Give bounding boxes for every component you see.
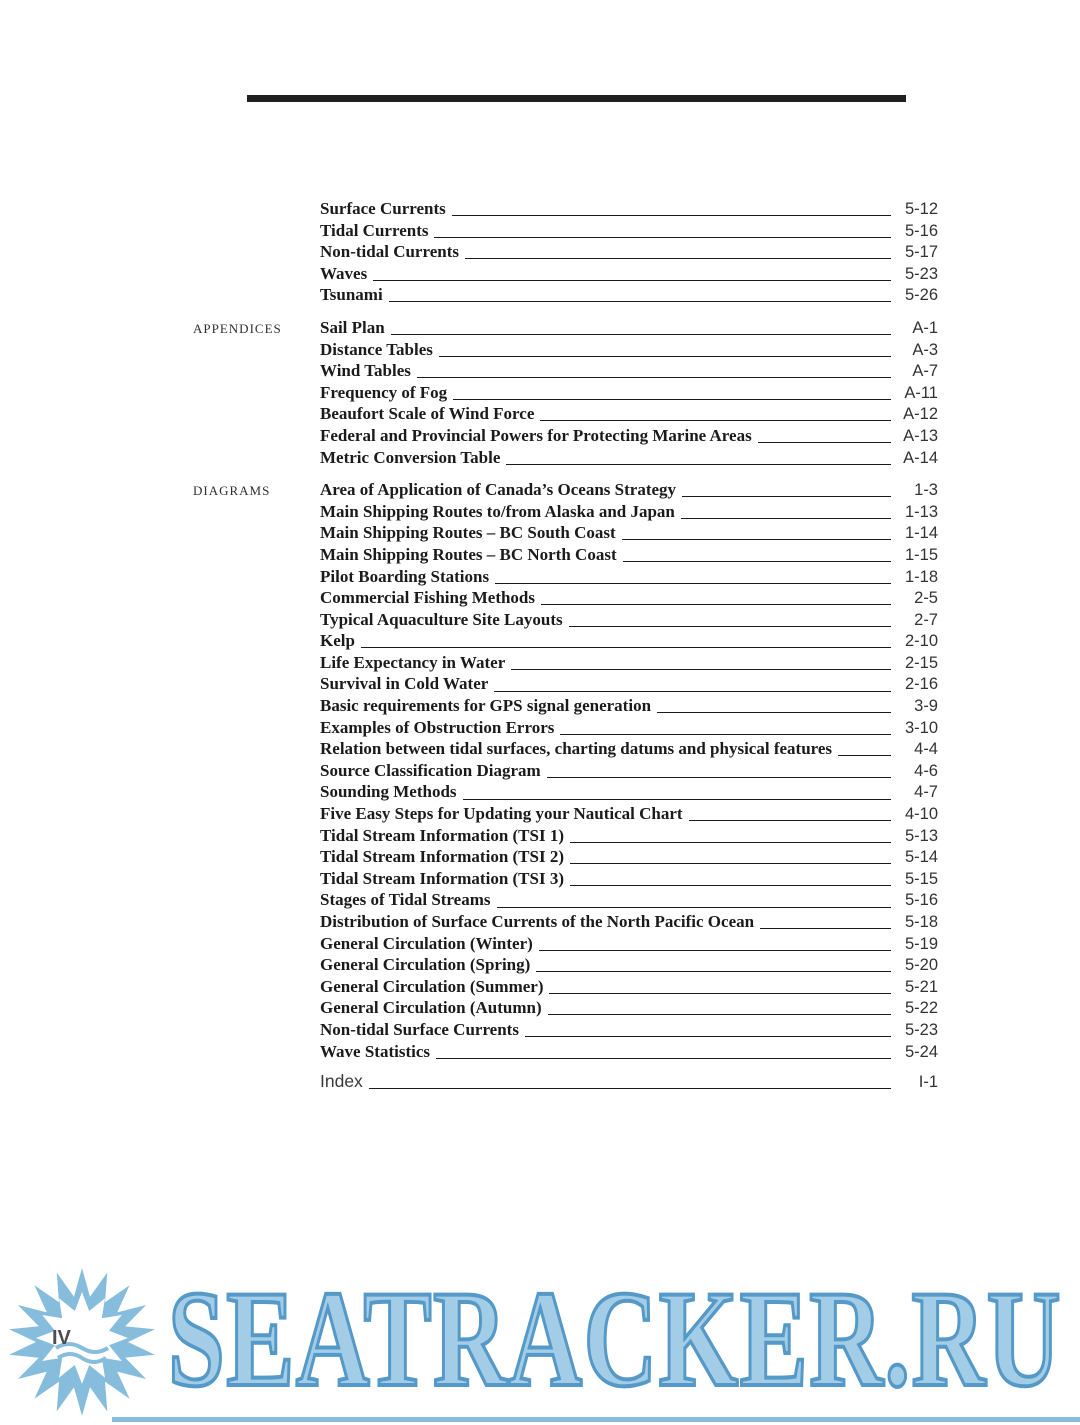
- toc-entry: [320, 566, 938, 588]
- toc-entry-title: Beaufort Scale of Wind Force: [320, 404, 535, 424]
- toc-entry-page: 5-12: [904, 200, 938, 218]
- leader-line: [540, 420, 891, 421]
- toc-entry-title: Five Easy Steps for Updating your Nautical Chart: [320, 804, 683, 824]
- toc-entry: [320, 382, 938, 404]
- leader-line: [681, 518, 891, 519]
- toc-entry-page: 5-20: [904, 956, 938, 975]
- toc-entry: [320, 997, 938, 1019]
- toc-group-label: DIAGRAMS: [193, 483, 271, 499]
- toc-entry-page: 5-21: [904, 977, 938, 996]
- toc-entry-page: 5-23: [904, 264, 938, 283]
- toc-entry: [320, 976, 938, 998]
- leader-line: [511, 669, 891, 670]
- toc-entry-page: 5-17: [904, 243, 938, 262]
- leader-line: [391, 334, 891, 335]
- toc-entry-title: Tidal Stream Information (TSI 3): [320, 868, 565, 888]
- toc-entry-page: 5-16: [904, 221, 938, 240]
- toc-entry-page: 5-19: [904, 934, 938, 953]
- leader-line: [536, 971, 891, 972]
- toc-entry-page: 3-10: [904, 718, 938, 737]
- toc-group: [193, 479, 938, 1062]
- leader-line: [494, 691, 891, 692]
- toc-entry-title: Main Shipping Routes – BC South Coast: [320, 523, 616, 543]
- toc-entry-page: 5-16: [904, 891, 938, 910]
- toc-entry: [320, 220, 938, 242]
- toc-entry: [320, 1019, 938, 1041]
- toc-entry-title: Frequency of Fog: [320, 382, 448, 402]
- leader-line: [657, 712, 891, 713]
- leader-line: [525, 1036, 891, 1037]
- toc-entry-title: Examples of Obstruction Errors: [320, 717, 555, 737]
- toc-entry: [320, 911, 938, 933]
- toc-entry-page: 5-26: [904, 286, 938, 305]
- toc-entry: [320, 954, 938, 976]
- leader-line: [570, 842, 891, 843]
- toc-entry-title: Tidal Stream Information (TSI 1): [320, 825, 565, 845]
- toc-entry-page: 2-15: [904, 653, 938, 672]
- toc-entry-title: Non-tidal Currents: [320, 242, 459, 262]
- toc-entry-title: Kelp: [320, 631, 355, 651]
- toc-entry: [320, 673, 938, 695]
- leader-line: [373, 280, 891, 281]
- leader-line: [539, 950, 891, 951]
- leader-line: [436, 1058, 891, 1059]
- toc-entry-page: 4-10: [904, 805, 938, 824]
- toc-entry: [320, 760, 938, 782]
- toc-entry: [320, 544, 938, 566]
- toc-entry-page: 5-13: [904, 826, 938, 845]
- leader-line: [369, 1088, 891, 1089]
- toc-entry: [320, 403, 938, 425]
- toc-entry-page: 1-15: [904, 545, 938, 564]
- toc-entry-title: Pilot Boarding Stations: [320, 566, 490, 586]
- toc-entry: [320, 630, 938, 652]
- bottom-rule: [112, 1417, 1080, 1422]
- leader-line: [389, 301, 891, 302]
- toc-entry: [320, 587, 938, 609]
- toc-entry-title: Sail Plan: [320, 317, 385, 337]
- toc-entry-page: 5-18: [904, 913, 938, 931]
- toc-entry-title: Life Expectancy in Water: [320, 652, 506, 672]
- leader-line: [548, 1014, 891, 1015]
- toc-entry-title: Surface Currents: [320, 199, 446, 218]
- toc-entry: [320, 447, 938, 469]
- toc-entry: [320, 889, 938, 911]
- toc-entry-page: 4-4: [914, 740, 938, 759]
- toc-entry-page: 4-6: [914, 761, 938, 780]
- toc-entry-title: Source Classification Diagram: [320, 760, 541, 780]
- leader-line: [623, 561, 891, 562]
- leader-line: [570, 863, 891, 864]
- leader-line: [463, 799, 891, 800]
- toc-entry-title: Wave Statistics: [320, 1041, 431, 1061]
- toc-entry: [320, 717, 938, 739]
- toc-entry-page: A-11: [904, 383, 938, 402]
- toc-entry-list: [320, 317, 938, 468]
- toc-group-label: [193, 1071, 320, 1093]
- toc-entry: [320, 825, 938, 847]
- leader-line: [361, 647, 891, 648]
- toc-entry-title: Relation between tidal surfaces, charting datums and physical features: [320, 739, 833, 759]
- leader-line: [838, 755, 891, 756]
- toc-entry-title: Commercial Fishing Methods: [320, 588, 536, 608]
- toc-entry: [320, 479, 938, 501]
- toc-entry: [320, 241, 938, 263]
- toc-entry-title: Survival in Cold Water: [320, 674, 489, 694]
- toc-entry: [320, 738, 938, 760]
- toc-entry-list: [320, 1071, 938, 1093]
- toc-entry-title: General Circulation (Winter): [320, 933, 533, 953]
- toc-entry-page: 4-7: [914, 783, 938, 802]
- toc-entry-page: 3-9: [914, 697, 938, 716]
- toc-entry: [320, 360, 938, 382]
- leader-line: [541, 604, 891, 605]
- top-rule: [247, 95, 906, 102]
- page-number: IV: [52, 1327, 71, 1349]
- toc-entry-page: A-7: [912, 362, 938, 381]
- toc-entry-title: Tidal Currents: [320, 220, 429, 240]
- toc-entry: [320, 803, 938, 825]
- watermark-text: SEATRACKER.RU: [168, 1262, 1063, 1415]
- toc-entry-page: A-1: [912, 318, 938, 337]
- leader-line: [560, 734, 891, 735]
- toc-group-label: [193, 198, 320, 306]
- toc-entry: [320, 846, 938, 868]
- toc-entry: [320, 284, 938, 306]
- toc-entry-title: Wind Tables: [320, 361, 411, 381]
- toc-entry-title: General Circulation (Summer): [320, 976, 544, 996]
- toc-entry-page: A-13: [903, 426, 938, 445]
- toc-entry: [320, 868, 938, 890]
- leader-line: [689, 820, 891, 821]
- toc-entry-page: 5-22: [904, 999, 938, 1018]
- toc-entry-title: Sounding Methods: [320, 782, 457, 802]
- toc-groups: [193, 198, 938, 1062]
- toc-entry-title: Main Shipping Routes – BC North Coast: [320, 544, 617, 564]
- toc-entry: [320, 339, 938, 361]
- leader-line: [682, 496, 891, 497]
- leader-line: [506, 464, 891, 465]
- toc-entry: [320, 695, 938, 717]
- toc-group: [193, 317, 938, 468]
- toc-entry-page: 2-5: [914, 589, 938, 608]
- toc-index-group: [193, 1071, 938, 1093]
- leader-line: [439, 356, 891, 357]
- toc-entry-title: Distribution of Surface Currents of the North Pacific Ocean: [320, 912, 755, 931]
- leader-line: [549, 993, 891, 994]
- toc-entry-page: 5-14: [904, 848, 938, 867]
- toc-entry-page: 5-15: [904, 869, 938, 888]
- toc-entry: [320, 1041, 938, 1063]
- toc-entry-title: Federal and Provincial Powers for Protecting Marine Areas: [320, 425, 752, 445]
- sun-logo: [6, 1266, 158, 1418]
- toc-entry-page: A-12: [903, 405, 938, 424]
- leader-line: [497, 907, 892, 908]
- toc-entry: [320, 198, 938, 220]
- toc-entry-page: A-14: [903, 448, 938, 467]
- leader-line: [495, 583, 891, 584]
- toc-group: [193, 198, 938, 306]
- leader-line: [453, 399, 891, 400]
- leader-line: [569, 626, 891, 627]
- toc-entry: [320, 781, 938, 803]
- toc-entry-title: Stages of Tidal Streams: [320, 890, 491, 910]
- toc-entry-page: 1-13: [904, 502, 938, 521]
- toc-entry: [320, 522, 938, 544]
- leader-line: [570, 885, 891, 886]
- toc-entry-title: Waves: [320, 263, 368, 283]
- toc-entry-page: 2-10: [904, 632, 938, 651]
- toc-entry-title: Tidal Stream Information (TSI 2): [320, 847, 565, 867]
- toc-entry-page: 5-24: [904, 1042, 938, 1061]
- toc-group-label: APPENDICES: [193, 320, 282, 336]
- leader-line: [760, 928, 891, 929]
- toc-entry-title: Metric Conversion Table: [320, 447, 501, 467]
- toc-entry: [320, 263, 938, 285]
- toc-entry-page: 1-3: [914, 481, 938, 500]
- toc-entry: [320, 933, 938, 955]
- toc-entry-page: 1-14: [904, 524, 938, 543]
- toc-entry: [320, 652, 938, 674]
- leader-line: [758, 442, 891, 443]
- leader-line: [417, 377, 891, 378]
- toc-entry-title: Distance Tables: [320, 339, 433, 359]
- toc-entry-page: 2-16: [904, 675, 938, 694]
- leader-line: [547, 777, 891, 778]
- toc-entry-title: Basic requirements for GPS signal generation: [320, 696, 652, 716]
- toc-entry-title: Typical Aquaculture Site Layouts: [320, 609, 563, 629]
- toc-entry-page: 2-7: [914, 610, 938, 629]
- toc-entry-page: 1-18: [904, 567, 938, 586]
- toc-entry-title: General Circulation (Spring): [320, 955, 531, 975]
- toc-entry: [320, 317, 938, 339]
- toc-entry-title: Index: [320, 1071, 363, 1092]
- leader-line: [465, 258, 891, 259]
- toc-entry: [320, 1071, 938, 1093]
- leader-line: [434, 237, 891, 238]
- table-of-contents: [193, 198, 938, 1093]
- toc-entry-title: Area of Application of Canada’s Oceans Strategy: [320, 480, 677, 500]
- toc-entry-page: A-3: [912, 340, 938, 359]
- toc-entry: [320, 609, 938, 631]
- toc-entry-page: I-1: [918, 1073, 938, 1092]
- toc-entry: [320, 501, 938, 523]
- toc-entry-title: Tsunami: [320, 285, 383, 305]
- toc-entry: [320, 425, 938, 447]
- leader-line: [622, 539, 891, 540]
- toc-entry-title: General Circulation (Autumn): [320, 998, 542, 1018]
- toc-entry-page: 5-23: [904, 1020, 938, 1039]
- toc-entry-title: Main Shipping Routes to/from Alaska and Japan: [320, 501, 675, 521]
- toc-entry-list: [320, 479, 938, 1062]
- leader-line: [452, 215, 891, 216]
- toc-entry-title: Non-tidal Surface Currents: [320, 1019, 519, 1039]
- toc-entry-list: [320, 198, 938, 306]
